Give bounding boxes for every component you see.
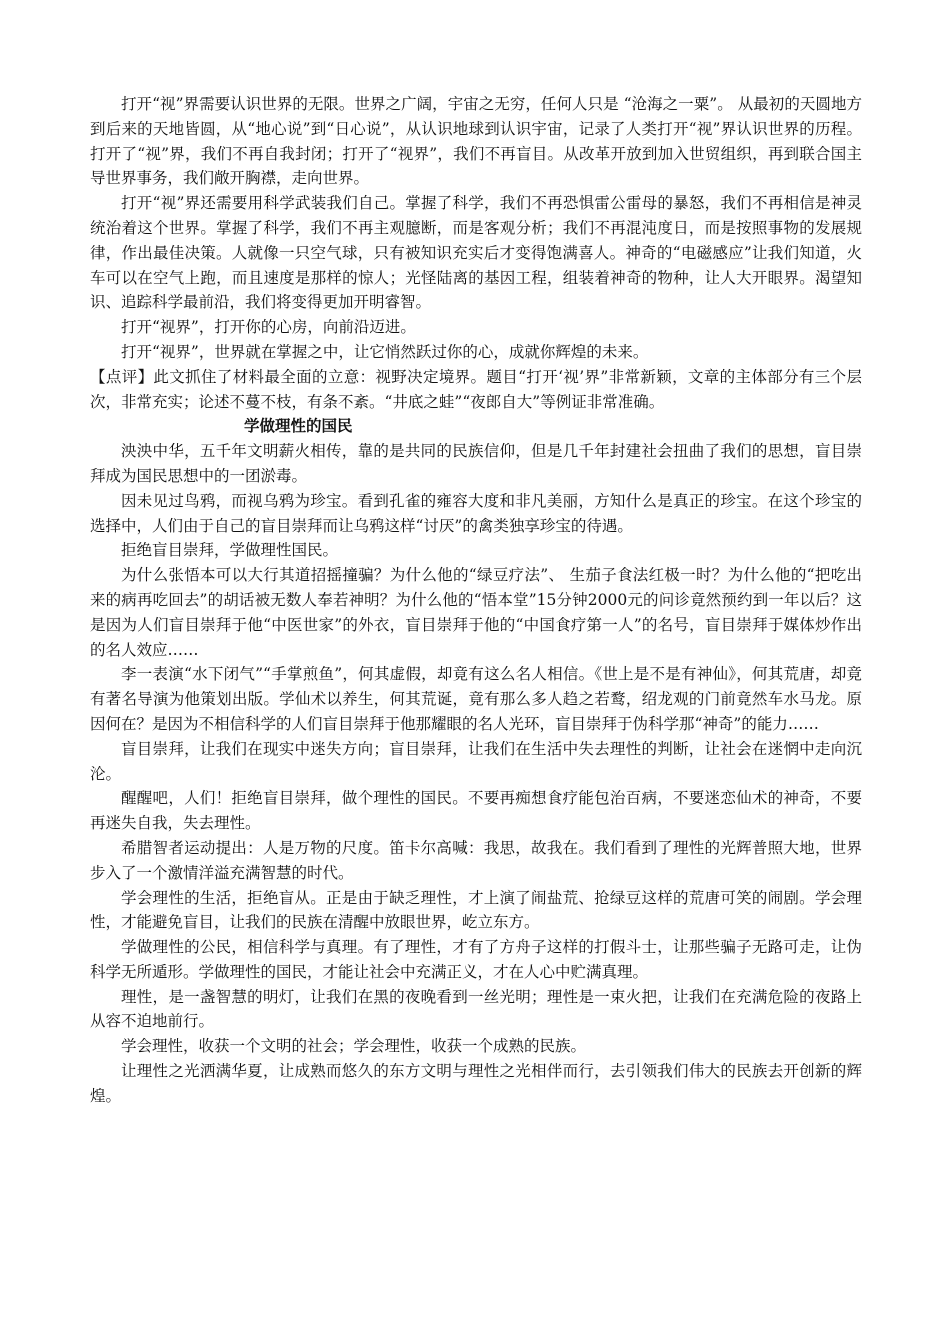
essay2-paragraph-5: 李一表演“水下闭气”“手掌煎鱼”，何其虚假，却竟有这么名人相信。《世上是不是有神仙》，何其荒唐，却竟有著名导演为他策划出版。学仙术以养生，何其荒诞，竟有那么多人趋之若鹜，绍龙观的门前竟然车水马龙。原因何在？是因为不相信科学的人们盲目崇拜于他那耀眼的名人光环，盲目崇拜于伪科学那“神奇”的能力…… xyxy=(90,665,862,733)
essay2-paragraph-13: 让理性之光洒满华夏，让成熟而悠久的东方文明与理性之光相伴而行，去引领我们伟大的民族去开创新的辉煌。 xyxy=(90,1062,862,1105)
essay1-paragraph-3: 打开“视界”，打开你的心房，向前沿迈进。 xyxy=(121,318,416,337)
essay1-comment: 【点评】此文抓住了材料最全面的立意：视野决定境界。题目“打开‘视’界”非常新颖，文章的主体部分有三个层次，非常充实；论述不蔓不枝，有条不紊。“井底之蛙”“夜郎自大”等例证非常准确。 xyxy=(90,367,862,411)
essay2-paragraph-10: 学做理性的公民，相信科学与真理。有了理性，才有了方舟子这样的打假斗士，让那些骗子无路可走，让伪科学无所遁形。学做理性的国民，才能让社会中充满正义，才在人心中贮满真理。 xyxy=(90,938,862,981)
essay2-paragraph-4: 为什么张悟本可以大行其道招摇撞骗？为什么他的“绿豆疗法”、 生茄子食法红极一时？为什么他的“把吃出来的病再吃回去”的胡话被无数人奉若神明？为什么他的“悟本堂”15分钟2000元的问诊竟然预约到一年以后？这是因为人们盲目崇拜于他“中医世家”的外衣，盲目崇拜于他的“中国食疗第一人”的名号，盲目崇拜于媒体炒作出的名人效应…… xyxy=(90,566,862,659)
essay2-paragraph-7: 醒醒吧，人们！拒绝盲目崇拜，做个理性的国民。不要再痴想食疗能包治百病，不要迷恋仙术的神奇，不要再迷失自我，失去理性。 xyxy=(90,789,862,833)
essay1-paragraph-4: 打开“视界”，世界就在掌握之中，让它悄然跃过你的心，成就你辉煌的未来。 xyxy=(121,342,649,361)
essay2-paragraph-6: 盲目崇拜，让我们在现实中迷失方向；盲目崇拜，让我们在生活中失去理性的判断，让社会在迷惘中走向沉沦。 xyxy=(90,739,862,783)
essay2-paragraph-12: 学会理性，收获一个文明的社会；学会理性，收获一个成熟的民族。 xyxy=(121,1037,587,1056)
document-page xyxy=(90,92,862,1109)
essay1-paragraph-2: 打开“视”界还需要用科学武装我们自己。掌握了科学，我们不再恐惧雷公雷母的暴怒，我们不再相信是神灵统治着这个世界。掌握了科学，我们不再主观臆断，而是客观分析；我们不再混沌度日，而是按照事物的发展规律，作出最佳决策。人就像一只空气球，只有被知识充实后才变得饱满喜人。神奇的“电磁感应”让我们知道，火车可以在空气上跑，而且速度是那样的惊人；光怪陆离的基因工程，组装着神奇的物种，让人大开眼界。渴望知识、追踪科学最前沿，我们将变得更加开明睿智。 xyxy=(90,194,862,312)
essay2-paragraph-2: 因未见过鸟鸦，而视乌鸦为珍宝。看到孔雀的雍容大度和非凡美丽，方知什么是真正的珍宝。在这个珍宝的选择中，人们由于自己的盲目崇拜而让乌鸦这样“讨厌”的禽类独享珍宝的待遇。 xyxy=(90,491,862,535)
essay2-paragraph-9: 学会理性的生活，拒绝盲从。正是由于缺乏理性，才上演了闹盐荒、抢绿豆这样的荒唐可笑的闹剧。学会理性，才能避免盲目，让我们的民族在清醒中放眼世界，屹立东方。 xyxy=(90,888,862,932)
essay2-paragraph-8: 希腊智者运动提出：人是万物的尺度。笛卡尔高喊：我思，故我在。我们看到了理性的光辉普照大地，世界步入了一个激情洋溢充满智慧的时代。 xyxy=(90,838,862,882)
essay2-paragraph-11: 理性，是一盏智慧的明灯，让我们在黑的夜晚看到一丝光明；理性是一束火把，让我们在充满危险的夜路上从容不迫地前行。 xyxy=(90,987,862,1031)
essay2-paragraph-3: 拒绝盲目崇拜，学做理性国民。 xyxy=(121,541,339,560)
essay1-paragraph-1: 打开“视”界需要认识世界的无限。世界之广阔，宇宙之无穷，任何人只是 “沧海之一粟”。 从最初的天圆地方到后来的天地皆圆，从“地心说”到“日心说”，从认识地球到认识宇宙，记录了人类打开“视”界认识世界的历程。打开了“视”界，我们不再自我封闭；打开了“视界”，我们不再盲目。从改革开放到加入世贸组织，再到联合国主导世界事务，我们敞开胸襟，走向世界。 xyxy=(90,95,862,188)
essay2-paragraph-1: 泱泱中华，五千年文明薪火相传，靠的是共同的民族信仰，但是几千年封建社会扭曲了我们的思想，盲目崇拜成为国民思想中的一团淤毒。 xyxy=(90,442,862,485)
essay2-title: 学做理性的国民 xyxy=(244,417,353,436)
